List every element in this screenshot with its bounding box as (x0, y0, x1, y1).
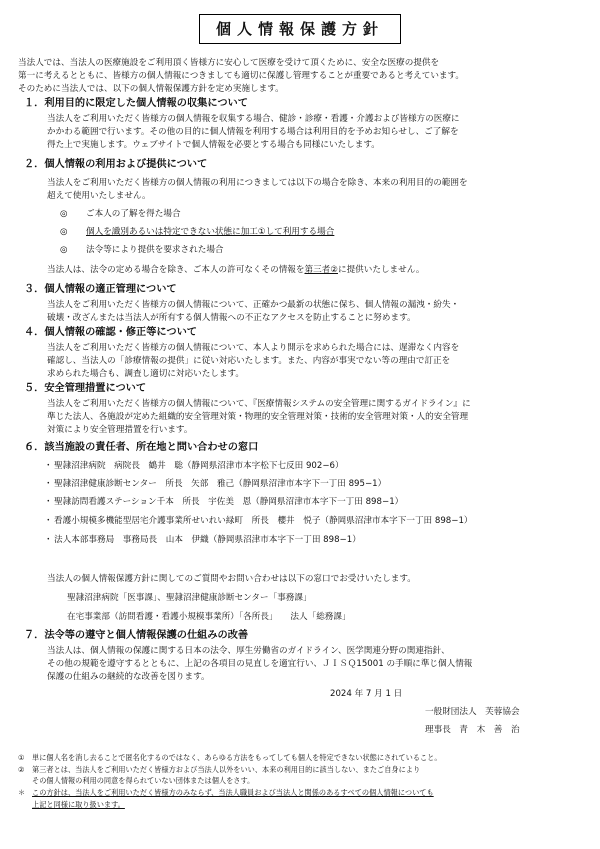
chairman-name: 理事長 青 木 善 治 (425, 725, 520, 735)
section-3-heading: ３．個人情報の適正管理について (24, 284, 177, 295)
section-2-closing (47, 264, 424, 276)
condition-item-text: 個人を識別あるいは特定できない状態に加工①して利用する場合 (86, 227, 335, 237)
bullet: ・ (44, 535, 53, 545)
footnote-text: 第三者とは、当法人をご利用いただく皆様方および当法人以外をいい、本来の利用目的に該当しない、またご自身により (32, 765, 421, 774)
condition-item-text: 法令等により提供を要求された場合 (86, 245, 224, 255)
footnote-mark: ＊ (18, 788, 26, 797)
footnote (18, 753, 442, 763)
facility-item (44, 478, 386, 490)
double-circle-mark: ◎ (60, 227, 68, 237)
footnote-text: 上記と同様に取り扱います。 (32, 800, 125, 809)
footnote-text: 単に個人名を消し去ることで匿名化するのではなく、あらゆる方法をもってしても個人を特定できない状態にされていること。 (32, 753, 442, 762)
organization-name: 一般財団法人 芙蓉協会 (425, 707, 520, 717)
condition-item (60, 244, 224, 256)
intro-line: 第一に考えるとともに、皆様方の個人情報につきましても適切に保護し管理することが重要であると考えています。 (18, 71, 465, 81)
section-1-text: かかわる範囲で行います。その他の目的に個人情報を利用する場合は利用目的を予めお知らせし、ご了解を (47, 127, 459, 137)
section-4-text: 求められた場合も、調査し適切に対応いたします。 (47, 369, 244, 379)
section-2-text: 超えて使用いたしません。 (47, 191, 151, 201)
section-6-heading: ６．該当施設の責任者、所在地と問い合わせの窓口 (24, 442, 259, 453)
page-title: 個人情報保護方針 (199, 14, 401, 44)
footnote (18, 788, 434, 798)
section-2-heading: ２．個人情報の利用および提供について (24, 159, 208, 170)
bullet: ・ (44, 516, 53, 526)
footnote (18, 800, 125, 810)
bullet: ・ (44, 461, 53, 471)
third-party-term: 第三者② (304, 265, 338, 275)
section-7-text: 保護の仕組みの継続的な改善を図ります。 (47, 672, 210, 682)
section-5-text: 準じた法人、各施設が定めた組織的安全管理対策・物理的安全管理対策・技術的安全管理対策・人的安全管理 (47, 412, 469, 422)
facility-item (44, 534, 361, 546)
facility-text: 看護小規模多機能型居宅介護事業所せいれい緑町 所長 櫻井 悦子（静岡県沼津市本字下一丁田 898−1） (54, 516, 473, 526)
section-1-text: 得た上で実施します。ウェブサイトで個人情報を必要とする場合も同様にいたします。 (47, 140, 380, 150)
condition-item (60, 208, 181, 220)
condition-item (60, 226, 334, 238)
section-7-text: 当法人は、個人情報の保護に関する日本の法令、厚生労働省のガイドライン、医学関連分野の関連指針、 (47, 646, 450, 656)
issue-date: 2024 年 7 月 1 日 (330, 689, 403, 699)
footnote-text: その個人情報の利用の同意を得られていない団体または個人をさす。 (32, 776, 255, 785)
footnote (18, 765, 420, 775)
closing-text: に提供いたしません。 (337, 265, 425, 275)
section-5-text: 対策により安全管理措置を行います。 (47, 425, 193, 435)
contact-intro: 当法人の個人情報保護方針に関してのご質問やお問い合わせは以下の窓口でお受けいたします。 (47, 574, 416, 584)
double-circle-mark: ◎ (60, 209, 68, 219)
facility-text: 聖隷沼津健康診断センター 所長 矢部 雅己（静岡県沼津市本字下一丁田 895−1） (54, 479, 387, 489)
title-area (0, 14, 600, 44)
facility-text: 聖隷訪問看護ステーション千本 所長 宇佐美 恩（静岡県沼津市本字下一丁田 898−1） (54, 497, 404, 507)
footnote-text: この方針は、当法人をご利用いただく皆様方のみならず、当法人職員および当法人と関係のあるすべての個人情報についても (32, 788, 434, 797)
section-5-text: 当法人をご利用いただく皆様方の個人情報について、『医療情報システムの安全管理に関するガイドライン』に (47, 399, 471, 409)
facility-item (44, 496, 403, 508)
section-4-text: 確認し、当法人の「診療情報の提供」に従い対応いたします。また、内容が事実でない等の理由で訂正を (47, 356, 451, 366)
section-4-text: 当法人をご利用いただく皆様方の個人情報について、本人より開示を求められた場合には、遅滞なく内容を (47, 343, 460, 353)
section-4-heading: ４．個人情報の確認・修正等について (24, 327, 197, 338)
footnote-mark: ① (18, 753, 25, 762)
section-1-text: 当法人をご利用いただく皆様方の個人情報を収集する場合、健診・診療・看護・介護および皆様方の医療に (47, 114, 460, 124)
facility-text: 法人本部事務局 事務局長 山本 伊織（静岡県沼津市本字下一丁田 898−1） (54, 535, 361, 545)
section-7-heading: ７．法令等の遵守と個人情報保護の仕組みの改善 (24, 630, 249, 641)
section-1-heading: １．利用目的に限定した個人情報の収集について (24, 98, 248, 109)
double-circle-mark: ◎ (60, 245, 68, 255)
footnote-mark: ② (18, 765, 25, 774)
section-3-text: 破壊・改ざんまたは当法人が所有する個人情報への不正なアクセスを防止することに努めます。 (47, 313, 416, 323)
contact-window: 聖隷沼津病院「医事課」、聖隷沼津健康診断センター「事務課」 (67, 593, 312, 603)
contact-window: 在宅事業部（訪問看護・看護小規模事業所）「各所長」 法人「総務課」 (67, 612, 351, 622)
condition-item-text: ご本人の了解を得た場合 (86, 209, 181, 219)
facility-item (44, 515, 473, 527)
closing-text: 当法人は、法令の定める場合を除き、ご本人の許可なくその情報を (47, 265, 305, 275)
facility-item (44, 460, 344, 472)
bullet: ・ (44, 497, 53, 507)
footnote (18, 776, 254, 786)
intro-line: そのために当法人では、以下の個人情報保護方針を定め実施します。 (18, 84, 284, 94)
facility-text: 聖隷沼津病院 病院長 鶴井 聡（静岡県沼津市本字松下七反田 902−6） (54, 461, 344, 471)
section-7-text: その他の規範を遵守するとともに、上記の各項目の見直しを適宜行い、ＪＩＳＱ15001 の手順に準じ個人情報 (47, 659, 473, 669)
section-5-heading: ５．安全管理措置について (24, 383, 147, 394)
section-3-text: 当法人をご利用いただく皆様方の個人情報について、正確かつ最新の状態に保ち、個人情報の漏洩・紛失・ (47, 300, 460, 310)
intro-line: 当法人では、当法人の医療施設をご利用頂く皆様方に安心して医療を受けて頂くために、安全な医療の提供を (18, 58, 440, 68)
bullet: ・ (44, 479, 53, 489)
section-2-text: 当法人をご利用いただく皆様方の個人情報の利用につきましては以下の場合を除き、本来の利用目的の範囲を (47, 178, 468, 188)
